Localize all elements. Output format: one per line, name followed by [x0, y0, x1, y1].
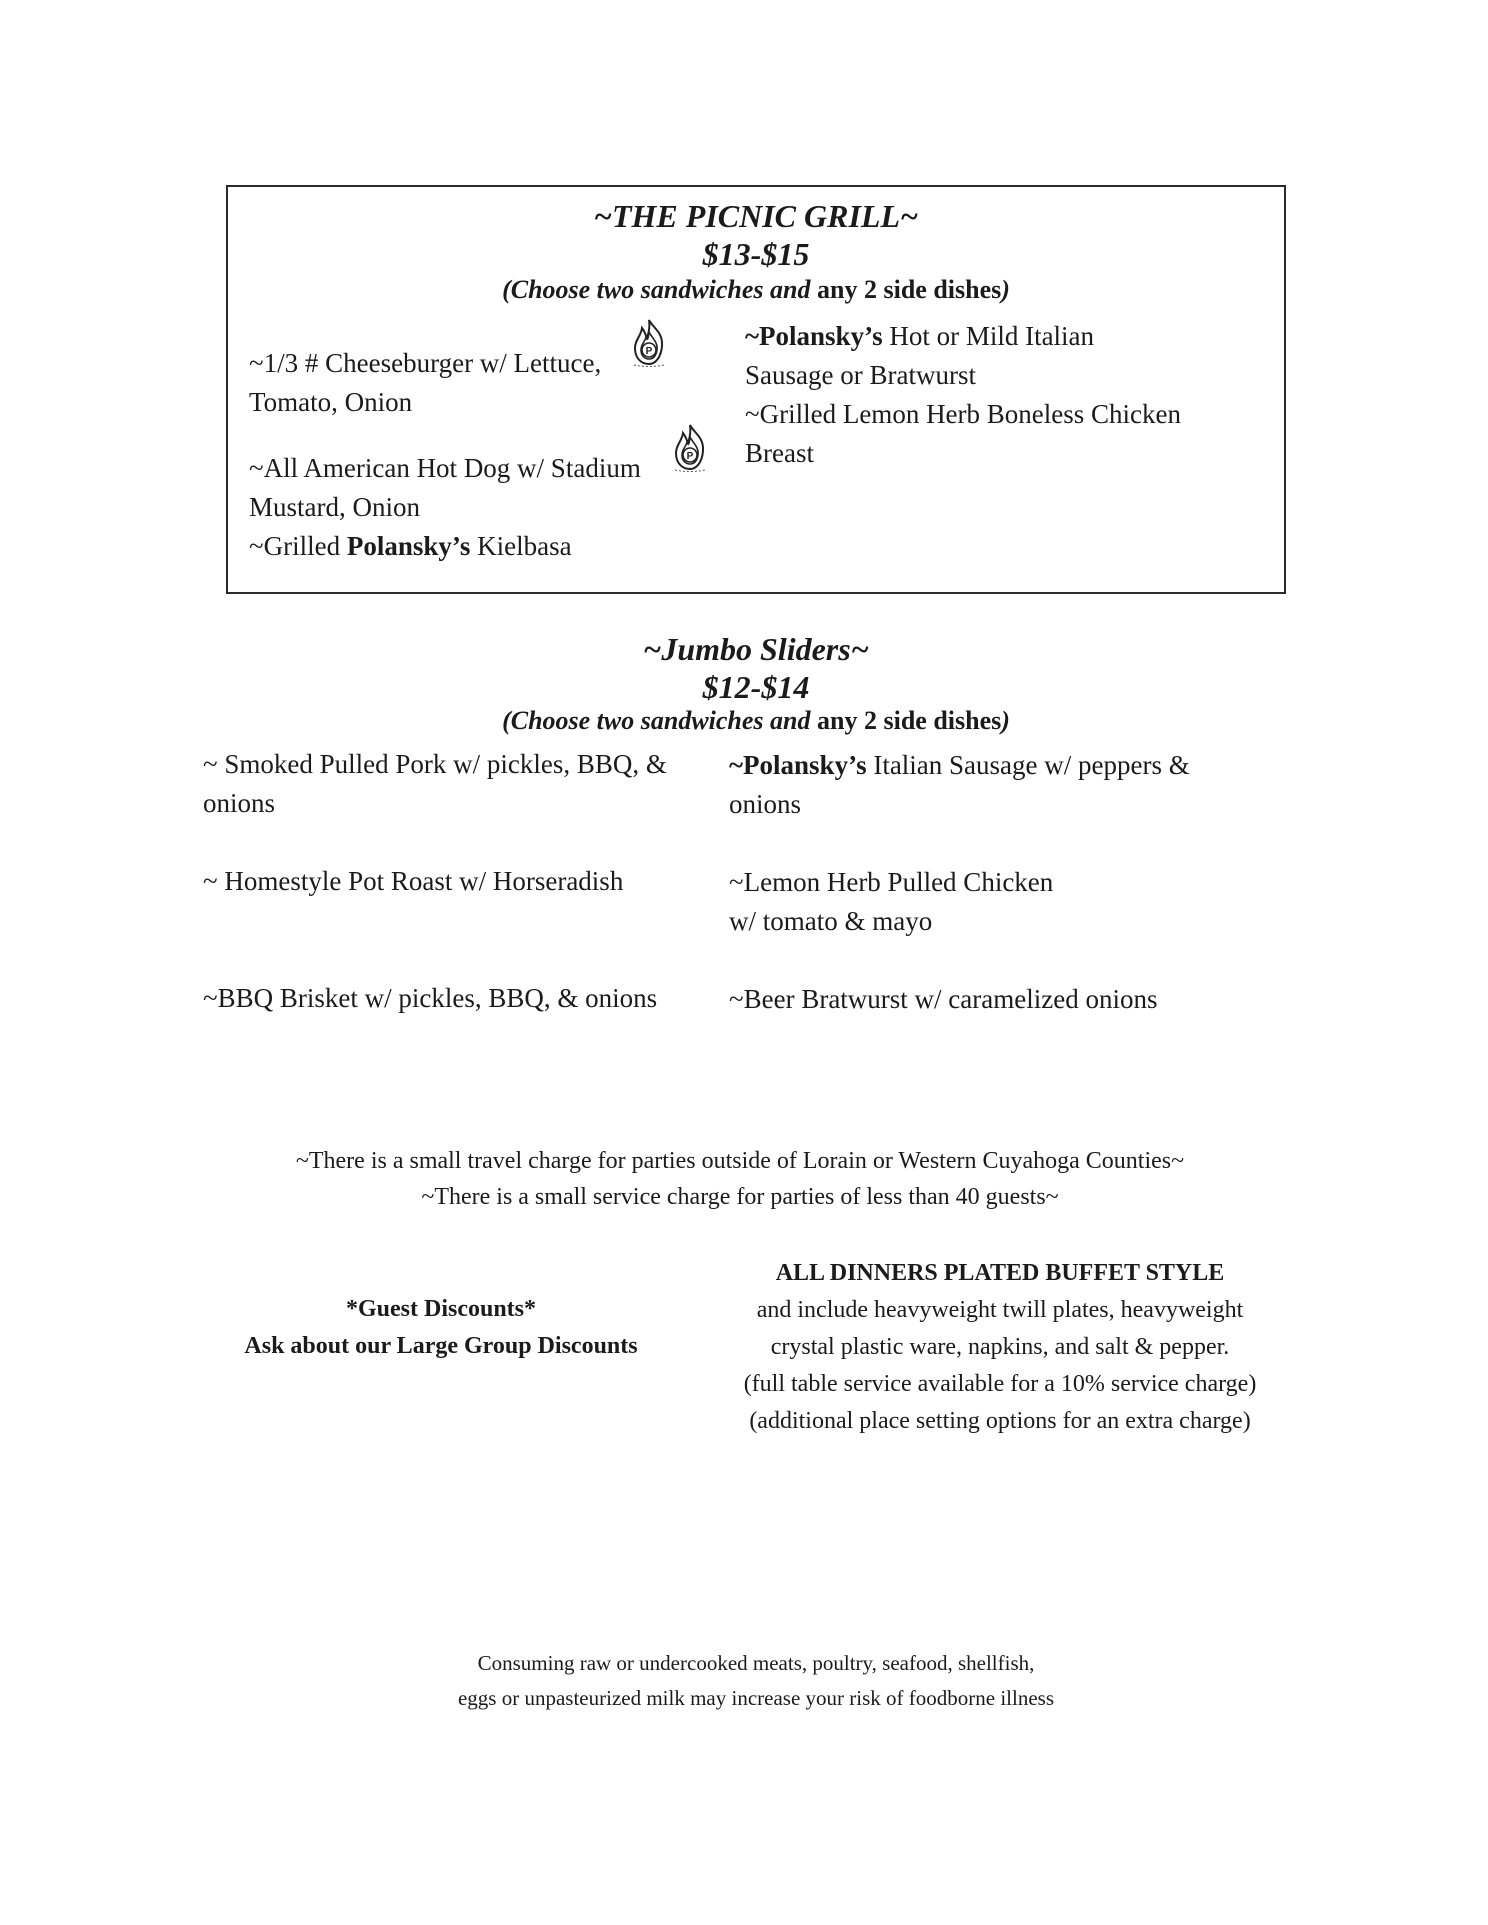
guest-discounts-subtitle: Ask about our Large Group Discounts [244, 1333, 638, 1359]
picnic-item-sausage [745, 317, 1245, 395]
picnic-sausage-line-1 [745, 317, 1245, 356]
kielbasa-suffix: Kielbasa [470, 531, 572, 561]
sliders-choose-close: ) [1001, 706, 1010, 735]
polansky-flame-logo-icon [629, 318, 669, 368]
picnic-choose-note [226, 275, 1286, 305]
dinners-block [690, 1255, 1310, 1440]
picnic-choose-close: ) [1001, 275, 1010, 304]
svg-text:P: P [645, 346, 653, 357]
slider-item-brat: ~Beer Bratwurst w/ caramelized onions [729, 984, 1158, 1014]
foodborne-warning-line-1: Consuming raw or undercooked meats, poultry, seafood, shellfish, [477, 1651, 1035, 1675]
svg-text:P: P [686, 451, 694, 462]
slider-item-brisket: ~BBQ Brisket w/ pickles, BBQ, & onions [203, 983, 658, 1013]
foodborne-warning-line-2: eggs or unpasteurized milk may increase your risk of foodborne illness [457, 1686, 1054, 1710]
sliders-choose-note [226, 706, 1286, 736]
cheeseburger-line-2: Tomato, Onion [249, 387, 413, 417]
slider-chicken-line-2: w/ tomato & mayo [729, 906, 933, 936]
slider-item-chicken [729, 863, 1269, 941]
picnic-item-hotdog [249, 449, 689, 527]
hotdog-line-2: Mustard, Onion [249, 492, 420, 522]
picnic-chicken-line-1: ~Grilled Lemon Herb Boneless Chicken [745, 399, 1182, 429]
slider-item-sausage [729, 746, 1269, 824]
pork-line-2: onions [203, 788, 276, 818]
picnic-choose-italic: (Choose two sandwiches and [502, 275, 811, 304]
kielbasa-brand: Polansky’s [346, 531, 471, 561]
travel-charge-note: ~There is a small travel charge for parties outside of Lorain or Western Cuyahoga Counties~ [295, 1148, 1185, 1174]
slider-item-roast: ~ Homestyle Pot Roast w/ Horseradish [203, 866, 624, 896]
foodborne-warning [226, 1646, 1286, 1716]
dinners-line-4: (additional place setting options for an extra charge) [749, 1408, 1251, 1434]
hotdog-line-1: ~All American Hot Dog w/ Stadium [249, 453, 641, 483]
picnic-price: $13-$15 [702, 236, 810, 272]
picnic-sausage-rest: Hot or Mild Italian [882, 321, 1095, 351]
picnic-sausage-brand: ~Polansky’s [745, 321, 883, 351]
service-charge-note: ~There is a small service charge for parties of less than 40 guests~ [421, 1184, 1059, 1210]
kielbasa-prefix: ~Grilled [249, 531, 347, 561]
dinners-line-2: crystal plastic ware, napkins, and salt & pepper. [770, 1334, 1230, 1360]
picnic-choose-bold: any 2 side dishes [817, 275, 1002, 304]
slider-sausage-line-2: onions [729, 789, 802, 819]
sliders-title: ~Jumbo Sliders~ [643, 631, 869, 667]
slider-sausage-brand: ~Polansky’s [729, 750, 867, 780]
picnic-sausage-line-2: Sausage or Bratwurst [745, 360, 976, 390]
pork-line-1: ~ Smoked Pulled Pork w/ pickles, BBQ, & [203, 749, 667, 779]
slider-item-pork [203, 745, 723, 823]
guest-discounts-title: *Guest Discounts* [345, 1296, 537, 1322]
polansky-flame-logo-icon [670, 423, 710, 473]
cheeseburger-line-1: ~1/3 # Cheeseburger w/ Lettuce, [249, 348, 602, 378]
sliders-choose-bold: any 2 side dishes [817, 706, 1002, 735]
slider-chicken-line-1: ~Lemon Herb Pulled Chicken [729, 867, 1054, 897]
slider-sausage-line-1 [729, 746, 1269, 785]
picnic-chicken-line-2: Breast [745, 438, 814, 468]
slider-sausage-rest: Italian Sausage w/ peppers & [866, 750, 1190, 780]
picnic-item-chicken [745, 395, 1265, 473]
dinners-title: ALL DINNERS PLATED BUFFET STYLE [775, 1260, 1225, 1286]
dinners-line-1: and include heavyweight twill plates, heavyweight [756, 1297, 1244, 1323]
picnic-item-kielbasa [249, 527, 689, 566]
picnic-title: ~THE PICNIC GRILL~ [593, 198, 919, 234]
sliders-choose-italic: (Choose two sandwiches and [502, 706, 811, 735]
dinners-line-3: (full table service available for a 10% service charge) [743, 1371, 1257, 1397]
sliders-price: $12-$14 [702, 669, 810, 705]
picnic-item-cheeseburger [249, 344, 669, 422]
